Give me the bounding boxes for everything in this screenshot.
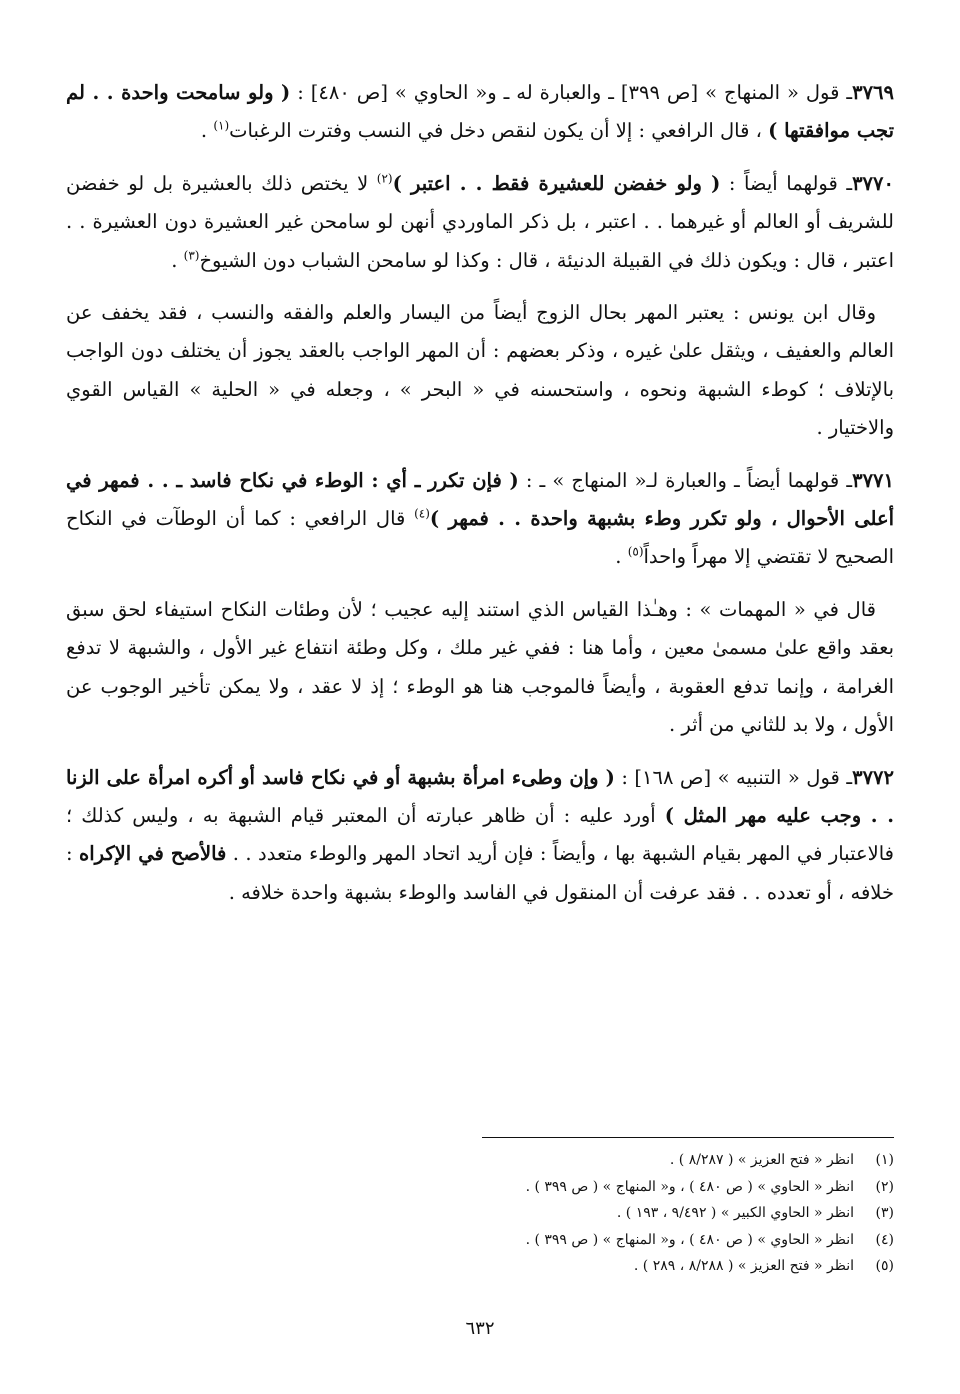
text-segment: لا يختص ذلك بالعشيرة بل لو خفضن للشريف أو العالم أو غيرهما . . اعتبر ، بل ذكر الماوردي أنهن لو سامحن غير العشيرة دون العشيرة . . اعتبر ، قال : ويكون ذلك في القبيلة الدنيئة ، قال : وكذا لو سامحن الشباب دون الشيوخ <box>66 171 894 272</box>
footnote-ref: (٣) <box>183 248 200 263</box>
entry-number: ٣٧٧٠ <box>852 171 894 195</box>
text-segment: أورد عليه : أن ظاهر عبارته أن المعتبر قيام الشبهة به ، وليس كذلك ؛ فالاعتبار في المهر بقيام الشبهة بها ، وأيضاً : فإن أريد اتحاد المهر والوطء متعدد . . <box>66 803 894 866</box>
text-segment: . <box>171 248 184 272</box>
footnotes <box>66 1147 894 1280</box>
footnote-number: (٢) <box>875 1178 894 1195</box>
footnote <box>66 1174 894 1201</box>
footnote-text: انظر « فتح العزيز » ( ٨/٢٨٧ ) . <box>669 1152 854 1168</box>
text-segment: . <box>615 545 628 569</box>
page-number: ٦٣٢ <box>465 1318 495 1339</box>
text-segment: ، قال الرافعي : إلا أن يكون لنقص دخل في النسب وفترت الرغبات <box>229 119 769 143</box>
quoted-text: ( ولو سامحت واحدة . . لم تجب موافقتها ) <box>66 81 894 143</box>
footnote-text: انظر « الحاوي الكبير » ( ٩/٤٩٢ ، ١٩٣ ) . <box>616 1205 854 1221</box>
text-segment: ـ قولهما أيضاً : <box>720 171 853 195</box>
entry-number: ٣٧٧١ <box>852 468 894 492</box>
quoted-text: ( وإن وطىء امرأة بشبهة أو في نكاح فاسد أو أكره امرأة على الزنا . . وجب عليه مهر المثل ) <box>66 765 894 827</box>
text-segment: . <box>200 119 214 143</box>
body-text <box>66 74 894 912</box>
footnote-number: (٤) <box>875 1231 894 1248</box>
paragraph <box>66 165 894 280</box>
paragraph <box>66 74 894 151</box>
text-segment: قال في « المهمات » : وهـٰذا القياس الذي استند إليه عجيب ؛ لأن وطئات النكاح استيفاء لحق سبق بعقد واقع علىٰ مسمىٰ معين ، وأما هنا : ففي غير ملك ، وكل وطئة انتفاع غير الأول ، والشبهة لا تدفع الغرامة ، وإنما تدفع العقوبة ، وأيضاً فالموجب هنا هو الوطء ؛ إذ لا عقد ، ولا يمكن تأخير الوجوب عن الأول ، ولا بد للثاني من أثر . <box>66 597 894 737</box>
paragraph <box>66 462 894 577</box>
footnote-text: انظر « الحاوي » ( ص ٤٨٠ ) ، و« المنهاج » ( ص ٣٩٩ ) . <box>525 1231 854 1248</box>
text-segment: ـ قول « التنبيه » [ص ١٦٨] : <box>614 765 853 789</box>
footnote-number: (١) <box>875 1152 894 1168</box>
entry-number: ٣٧٧٢ <box>852 765 894 789</box>
paragraph <box>66 591 894 745</box>
text-segment: قال الرافعي : كما أن الوطآت في النكاح الصحيح لا تقتضي إلا مهراً واحداً <box>66 507 894 569</box>
text-segment: ـ قول « المنهاج » [ص ٣٩٩] ـ والعبارة له ـ و« الحاوي » [ص ٤٨٠] : <box>290 81 853 104</box>
footnote-ref: (١) <box>213 118 230 133</box>
paragraph <box>66 759 894 913</box>
footnote-text: انظر « الحاوي » ( ص ٤٨٠ ) ، و« المنهاج » ( ص ٣٩٩ ) . <box>525 1178 854 1195</box>
footnote <box>66 1227 894 1254</box>
quoted-text: فالأصح في الإكراه <box>79 842 227 866</box>
quoted-text: ( ولو خفضن للعشيرة فقط . . اعتبر ) <box>392 171 721 195</box>
footnote-ref: (٤) <box>414 506 430 521</box>
entry-number: ٣٧٦٩ <box>852 81 894 104</box>
quoted-text: ( فإن تكرر ـ أي : الوطء في نكاح فاسد ـ . . فمهر في أعلى الأحوال ، ولو تكرر وطء بشبهة واحدة . . فمهر ) <box>66 468 894 531</box>
footnote <box>66 1200 894 1227</box>
text-segment: وقال ابن يونس : يعتبر المهر بحال الزوج أيضاً من اليسار والعلم والفقه والنسب ، فقد يخفف عن العالم والعفيف ، ويثقل علىٰ غيره ، وذكر بعضهم : أن المهر الواجب بالعقد يجوز أن يختلف دون الواجب بالإتلاف ؛ كوطء الشبهة ونحوه ، واستحسنه في « البحر » ، وجعله في « الحلية » القياس القوي والاختيار . <box>66 301 894 440</box>
footnote <box>66 1147 894 1174</box>
footnote-ref: (٢) <box>376 171 393 186</box>
footnote-number: (٥) <box>875 1258 894 1274</box>
footnote-divider <box>482 1137 894 1138</box>
text-segment: : خلافه ، أو تعدده . . فقد عرفت أن المنقول في الفاسد والوطء بشبهة واحدة خلافه . <box>66 842 894 904</box>
footnote-number: (٣) <box>875 1205 894 1221</box>
text-segment: ـ قولهما أيضاً ـ والعبارة لـ« المنهاج » ـ : <box>518 468 853 492</box>
footnote <box>66 1253 894 1280</box>
footnote-ref: (٥) <box>627 544 644 559</box>
footnote-text: انظر « فتح العزيز » ( ٨/٢٨٨ ، ٢٨٩ ) . <box>633 1258 854 1274</box>
paragraph <box>66 294 894 448</box>
